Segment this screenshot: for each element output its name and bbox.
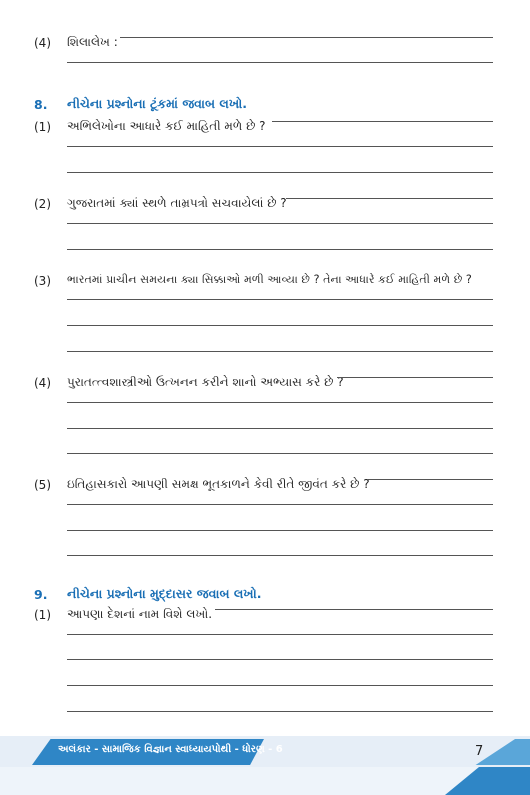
answer-line[interactable] [67,634,493,635]
question-number: (5) [34,478,51,492]
answer-line[interactable] [67,172,493,173]
question-number: (3) [34,274,51,288]
question-text: શિલાલેખ : [67,35,118,49]
answer-line[interactable] [215,609,493,610]
page-number: 7 [475,744,484,759]
answer-line[interactable] [67,249,493,250]
question-text: ભારતમાં પ્રાચીન સમયના ક્યા સિક્કાઓ મળી આવ્યા છે ? તેના આધારે કઈ માહિતી મળે છે ? [67,273,472,286]
answer-line[interactable] [67,146,493,147]
footer-book-title: અલંકાર - સામાજિક વિજ્ઞાન સ્વાધ્યાયપોથી - ધોરણ - 6 [58,744,283,755]
answer-line[interactable] [67,453,493,454]
answer-line[interactable] [120,37,493,38]
section-number: 8. [34,97,48,112]
answer-line[interactable] [67,402,493,403]
answer-line[interactable] [67,685,493,686]
answer-line[interactable] [67,555,493,556]
section-number: 9. [34,587,48,602]
answer-line[interactable] [337,377,493,378]
question-number: (1) [34,608,51,622]
answer-line[interactable] [286,198,493,199]
question-text: ગુજરાતમાં ક્યાં સ્થળે તામ્રપત્રો સચવાયેલાં છે ? [67,196,287,210]
answer-line[interactable] [67,62,493,63]
section-title: નીચેના પ્રશ્નોના મુદ્દાસર જવાબ લખો. [67,586,262,601]
question-number: (4) [34,36,51,50]
question-text: પુરાતત્ત્વશાસ્ત્રીઓ ઉત્ખનન કરીને શાનો અભ્યાસ કરે છે ? [67,375,344,389]
answer-line[interactable] [67,428,493,429]
section-title: નીચેના પ્રશ્નોના ટૂંકમાં જવાબ લખો. [67,96,247,111]
question-number: (4) [34,376,51,390]
answer-line[interactable] [67,659,493,660]
answer-line[interactable] [67,351,493,352]
answer-line[interactable] [67,299,493,300]
answer-line[interactable] [368,479,493,480]
answer-line[interactable] [67,711,493,712]
question-number: (1) [34,120,51,134]
answer-line[interactable] [67,530,493,531]
answer-line[interactable] [67,223,493,224]
answer-line[interactable] [272,121,493,122]
answer-line[interactable] [67,325,493,326]
question-number: (2) [34,197,51,211]
question-text: આપણા દેશનાં નામ વિશે લખો. [67,607,213,621]
question-text: ઇતિહાસકારો આપણી સમક્ષ ભૂતકાળને કેવી રીતે જીવંત કરે છે ? [67,477,370,491]
question-text: અભિલેખોના આધારે કઈ માહિતી મળે છે ? [67,119,266,133]
answer-line[interactable] [67,504,493,505]
